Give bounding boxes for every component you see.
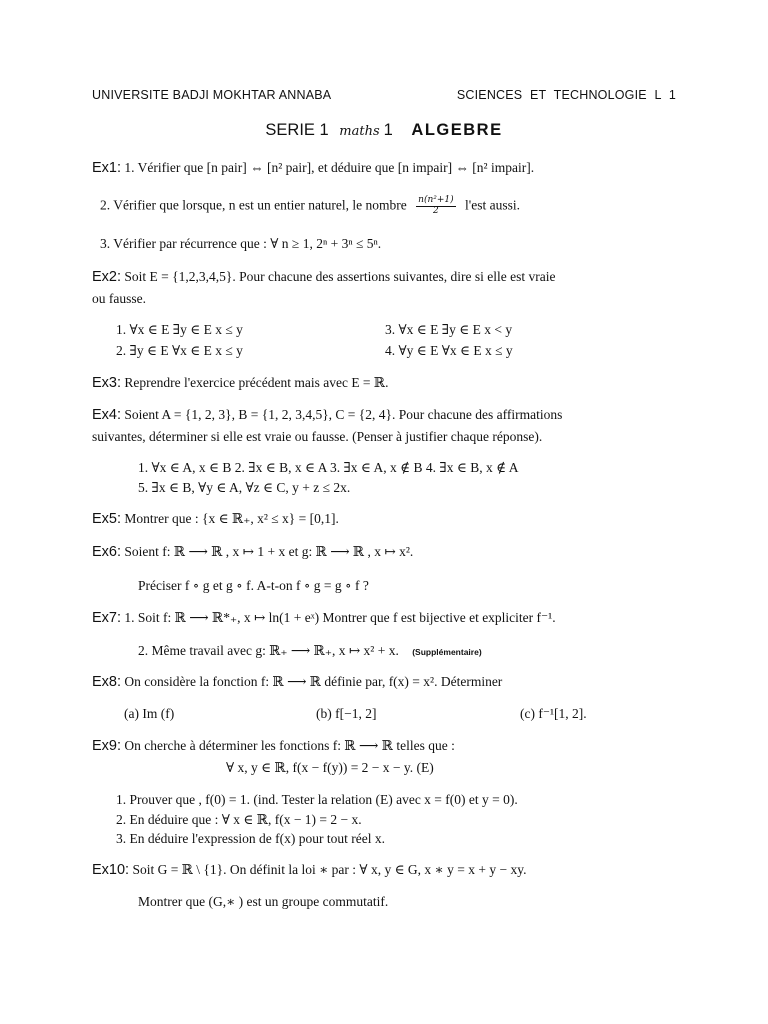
ex5-text: Montrer que : {x ∈ ℝ₊, x² ≤ x} = [0,1]. bbox=[124, 511, 339, 526]
ex1-fraction bbox=[416, 196, 456, 217]
ex10-line2: Montrer que (G,∗ ) est un groupe commutatif. bbox=[138, 894, 389, 909]
ex1-line3: 3. Vérifier par récurrence que : ∀ n ≥ 1, 2ⁿ + 3ⁿ ≤ 5ⁿ. bbox=[100, 236, 382, 251]
ex9-line1 bbox=[92, 738, 455, 754]
ex8-line1 bbox=[92, 674, 502, 690]
ex7-line1 bbox=[92, 610, 556, 626]
ex2-label: Ex2: bbox=[92, 269, 122, 285]
ex4-row1: 1. ∀x ∈ A, x ∈ B 2. ∃x ∈ B, x ∈ A 3. ∃x ∈ A, x ∉ B 4. ∃x ∈ B, x ∉ A bbox=[138, 460, 519, 475]
ex6-label: Ex6: bbox=[92, 544, 122, 560]
ex5-line bbox=[92, 511, 339, 527]
ex9-item3: 3. En déduire l'expression de f(x) pour tout réel x. bbox=[116, 831, 385, 846]
ex3-label: Ex3: bbox=[92, 375, 122, 391]
ex2-item3: 3. ∀x ∈ E ∃y ∈ E x < y bbox=[385, 322, 513, 337]
ex1-line1 bbox=[92, 160, 534, 176]
ex1-text1: 1. Vérifier que [n pair] ⇔ [n² pair], et déduire que [n impair] ⇔ [n² impair]. bbox=[124, 160, 535, 175]
page-title bbox=[0, 121, 768, 140]
ex10-text: Soit G = ℝ \ {1}. On définit la loi ∗ par : ∀ x, y ∈ G, x ∗ y = x + y − xy. bbox=[132, 862, 527, 877]
title-number: 1 bbox=[383, 121, 393, 139]
title-subject: maths bbox=[339, 124, 380, 139]
ex8-label: Ex8: bbox=[92, 674, 122, 690]
ex1-line2 bbox=[100, 196, 520, 217]
ex7-text: 1. Soit f: ℝ ⟶ ℝ*₊, x ↦ ln(1 + eˣ) Montrer que f est bijective et expliciter f⁻¹. bbox=[124, 610, 556, 625]
ex7-line2 bbox=[138, 643, 482, 659]
ex7-text2: 2. Même travail avec g: ℝ₊ ⟶ ℝ₊, x ↦ x² + x. bbox=[138, 643, 399, 658]
ex8-text: On considère la fonction f: ℝ ⟶ ℝ définie par, f(x) = x². Déterminer bbox=[124, 674, 503, 689]
ex9-label: Ex9: bbox=[92, 738, 122, 754]
ex5-label: Ex5: bbox=[92, 511, 122, 527]
ex7-label: Ex7: bbox=[92, 610, 122, 626]
ex8-b: (b) f[−1, 2] bbox=[316, 706, 377, 721]
ex1-fraction-numerator: n(n²+1) bbox=[418, 195, 454, 205]
ex7-note: (Supplémentaire) bbox=[412, 647, 482, 657]
university-name: UNIVERSITE BADJI MOKHTAR ANNABA bbox=[92, 88, 332, 102]
ex3-line bbox=[92, 375, 389, 391]
ex1-text2b: l'est aussi. bbox=[465, 197, 520, 213]
ex1-fraction-denominator: 2 bbox=[433, 205, 439, 216]
ex6-line2: Préciser f ∘ g et g ∘ f. A-t-on f ∘ g = g ∘ f ? bbox=[138, 578, 369, 593]
ex1-label: Ex1: bbox=[92, 160, 122, 176]
ex2-line1 bbox=[92, 269, 556, 285]
title-topic: ALGEBRE bbox=[411, 121, 503, 139]
ex4-line1 bbox=[92, 407, 562, 423]
ex4-label: Ex4: bbox=[92, 407, 122, 423]
ex6-text: Soient f: ℝ ⟶ ℝ , x ↦ 1 + x et g: ℝ ⟶ ℝ , x ↦ x². bbox=[124, 544, 414, 559]
ex4-text1: Soient A = {1, 2, 3}, B = {1, 2, 3,4,5}, C = {2, 4}. Pour chacune des affirmations bbox=[124, 407, 563, 422]
course-label: SCIENCES ET TECHNOLOGIE L 1 bbox=[456, 88, 676, 102]
ex2-item1: 1. ∀x ∈ E ∃y ∈ E x ≤ y bbox=[116, 322, 243, 337]
ex8-c: (c) f⁻¹[1, 2]. bbox=[520, 706, 587, 721]
ex10-label: Ex10: bbox=[92, 862, 130, 878]
ex2-item4: 4. ∀y ∈ E ∀x ∈ E x ≤ y bbox=[385, 343, 513, 358]
ex6-line1 bbox=[92, 544, 413, 560]
ex4-row2: 5. ∃x ∈ B, ∀y ∈ A, ∀z ∈ C, y + z ≤ 2x. bbox=[138, 480, 351, 495]
ex9-item2: 2. En déduire que : ∀ x ∈ ℝ, f(x − 1) = 2 − x. bbox=[116, 812, 362, 827]
ex1-text2a: 2. Vérifier que lorsque, n est un entier naturel, le nombre bbox=[100, 197, 407, 213]
ex2-text1: Soit E = {1,2,3,4,5}. Pour chacune des assertions suivantes, dire si elle est vraie bbox=[124, 269, 556, 284]
ex4-line2: suivantes, déterminer si elle est vraie ou fausse. (Penser à justifier chaque réponse). bbox=[92, 429, 543, 444]
ex10-line1 bbox=[92, 862, 526, 878]
title-serie: SERIE 1 bbox=[265, 121, 329, 139]
ex9-text: On cherche à déterminer les fonctions f: ℝ ⟶ ℝ telles que : bbox=[124, 738, 455, 753]
ex2-line2: ou fausse. bbox=[92, 291, 146, 306]
ex9-item1: 1. Prouver que , f(0) = 1. (ind. Tester la relation (E) avec x = f(0) et y = 0). bbox=[116, 792, 518, 807]
ex2-item2: 2. ∃y ∈ E ∀x ∈ E x ≤ y bbox=[116, 343, 243, 358]
ex9-equation: ∀ x, y ∈ ℝ, f(x − f(y)) = 2 − x − y. (E) bbox=[226, 760, 434, 775]
ex3-text: Reprendre l'exercice précédent mais avec E = ℝ. bbox=[124, 375, 389, 390]
ex8-a: (a) Im (f) bbox=[124, 706, 175, 721]
